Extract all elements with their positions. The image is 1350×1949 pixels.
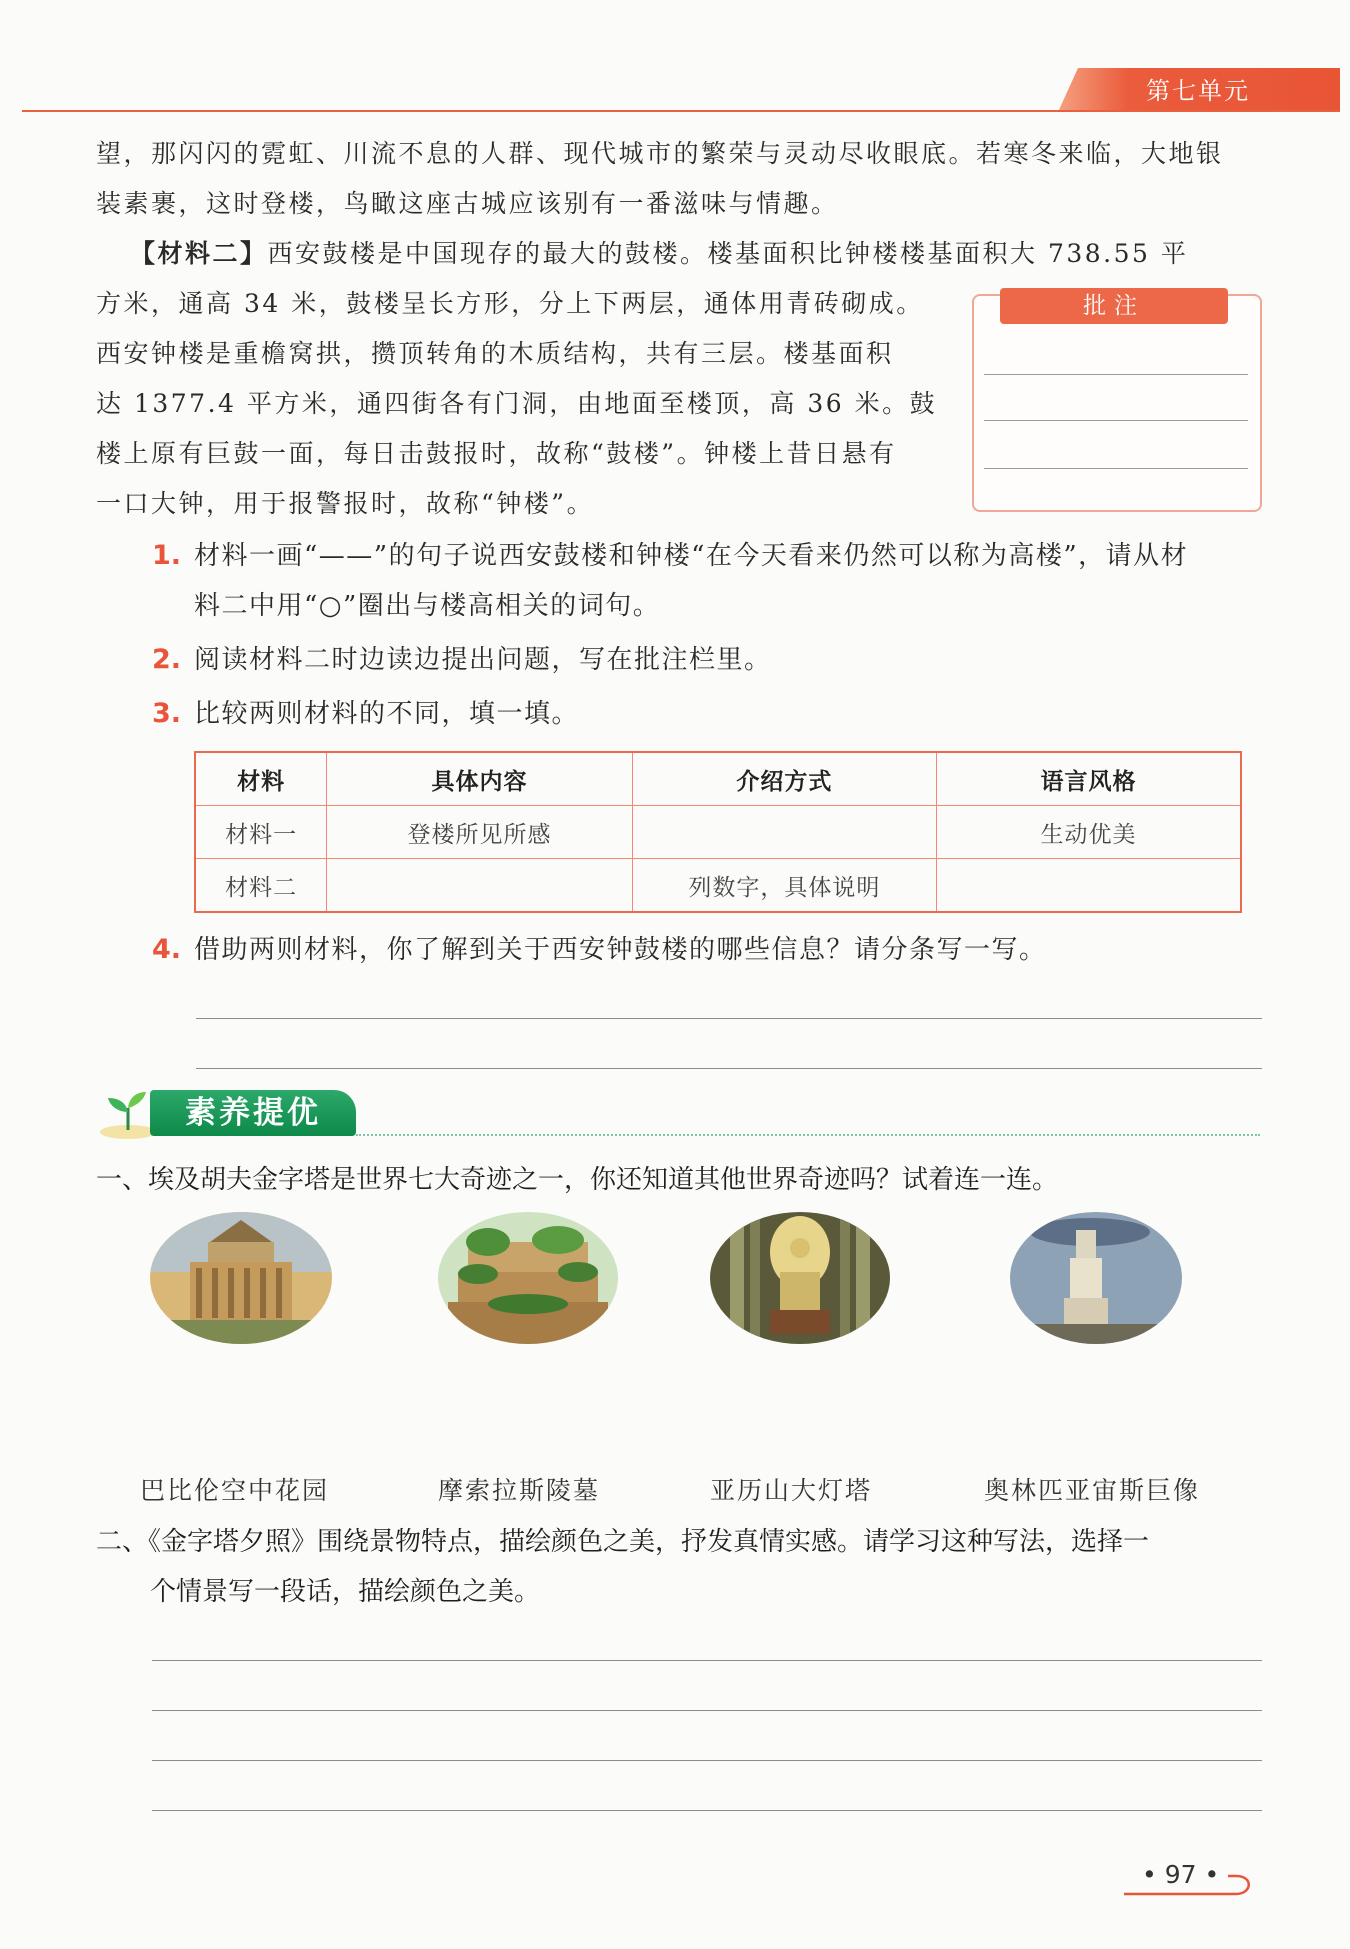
material-two-line-5: 楼上原有巨鼓一面，每日击鼓报时，故称“鼓楼”。钟楼上昔日悬有 — [96, 439, 897, 468]
table-blank-cell[interactable] — [632, 806, 936, 859]
material-two-line-3: 西安钟楼是重檐窝拱，攒顶转角的木质结构，共有三层。楼基面积 — [96, 339, 894, 368]
annotation-title: 批注 — [1000, 288, 1228, 324]
table-cell: 材料二 — [195, 859, 327, 913]
exercise-two-text: 二、《金字塔夕照》围绕景物特点，描绘颜色之美，抒发真情实感。请学习这种写法，选择一 — [96, 1527, 1150, 1557]
question-1-number: 1. — [152, 540, 182, 571]
section-title: 素养提优 — [185, 1095, 321, 1131]
material-two-label: 【材料二】 — [130, 239, 268, 268]
table-header: 具体内容 — [327, 752, 632, 806]
table-cell: 登楼所见所感 — [327, 806, 632, 859]
table-header: 语言风格 — [937, 752, 1241, 806]
annotation-box — [972, 294, 1262, 512]
question-2-number: 2. — [152, 644, 182, 675]
annotation-write-line[interactable] — [984, 420, 1248, 421]
table-header: 介绍方式 — [632, 752, 936, 806]
mausoleum-image[interactable] — [150, 1212, 332, 1344]
material-two-line-6: 一口大钟，用于报警报时，故称“钟楼”。 — [96, 489, 595, 518]
exercise-two-text-cont: 个情景写一段话，描绘颜色之美。 — [150, 1577, 541, 1607]
caption-hanging-gardens: 巴比伦空中花园 — [140, 1476, 330, 1505]
writing-line[interactable] — [152, 1710, 1262, 1711]
header-rule — [22, 110, 1340, 112]
table-cell: 材料一 — [195, 806, 327, 859]
section-divider — [356, 1134, 1260, 1136]
material-two-text: 西安鼓楼是中国现存的最大的鼓楼。楼基面积比钟楼楼基面积大 738.55 平 — [267, 239, 1189, 268]
table-blank-cell[interactable] — [327, 859, 632, 913]
passage-line-1: 望，那闪闪的霓虹、川流不息的人群、现代城市的繁荣与灵动尽收眼底。若寒冬来临，大地银 — [96, 139, 1224, 168]
question-3-text: 比较两则材料的不同，填一填。 — [194, 699, 580, 729]
annotation-write-line[interactable] — [984, 374, 1248, 375]
question-3-number: 3. — [152, 698, 182, 729]
caption-zeus-statue: 奥林匹亚宙斯巨像 — [984, 1476, 1201, 1505]
table-header-row — [195, 752, 1241, 806]
table-blank-cell[interactable] — [937, 859, 1241, 913]
writing-line[interactable] — [152, 1760, 1262, 1761]
comparison-table — [194, 751, 1242, 913]
answer-line[interactable] — [196, 1018, 1262, 1019]
table-row — [195, 859, 1241, 913]
question-4-text: 借助两则材料，你了解到关于西安钟鼓楼的哪些信息？请分条写一写。 — [194, 935, 1047, 965]
annotation-write-line[interactable] — [984, 468, 1248, 469]
question-4-number: 4. — [152, 934, 182, 965]
material-two-line-2: 方米，通高 34 米，鼓楼呈长方形，分上下两层，通体用青砖砌成。 — [96, 289, 924, 318]
page-corner-swoosh-icon — [1124, 1868, 1260, 1898]
material-two-line-4: 达 1377.4 平方米，通四街各有门洞，由地面至楼顶，高 36 米。鼓 — [96, 389, 938, 418]
question-1-text: 材料一画“——”的句子说西安鼓楼和钟楼“在今天看来仍然可以称为高楼”，请从材 — [194, 541, 1189, 571]
zeus-statue-image[interactable] — [710, 1212, 890, 1344]
table-cell: 列数字，具体说明 — [632, 859, 936, 913]
page-number: • 97 • — [1142, 1860, 1220, 1889]
table-header: 材料 — [195, 752, 327, 806]
table-cell: 生动优美 — [937, 806, 1241, 859]
writing-line[interactable] — [152, 1660, 1262, 1661]
passage-line-2: 装素裹，这时登楼，鸟瞰这座古城应该别有一番滋味与情趣。 — [96, 189, 839, 218]
answer-line[interactable] — [196, 1068, 1262, 1069]
lighthouse-image[interactable] — [1010, 1212, 1182, 1344]
table-row — [195, 806, 1241, 859]
unit-label: 第七单元 — [1146, 77, 1250, 105]
hanging-gardens-image[interactable] — [438, 1212, 618, 1344]
exercise-one-text: 一、埃及胡夫金字塔是世界七大奇迹之一，你还知道其他世界奇迹吗？试着连一连。 — [96, 1165, 1059, 1195]
material-two-first-line — [130, 236, 1188, 272]
caption-lighthouse: 亚历山大灯塔 — [710, 1476, 873, 1505]
caption-mausoleum: 摩索拉斯陵墓 — [438, 1476, 601, 1505]
question-2-text: 阅读材料二时边读边提出问题，写在批注栏里。 — [194, 645, 772, 675]
question-1-text-cont: 料二中用“○”圈出与楼高相关的词句。 — [194, 591, 661, 621]
writing-line[interactable] — [152, 1810, 1262, 1811]
